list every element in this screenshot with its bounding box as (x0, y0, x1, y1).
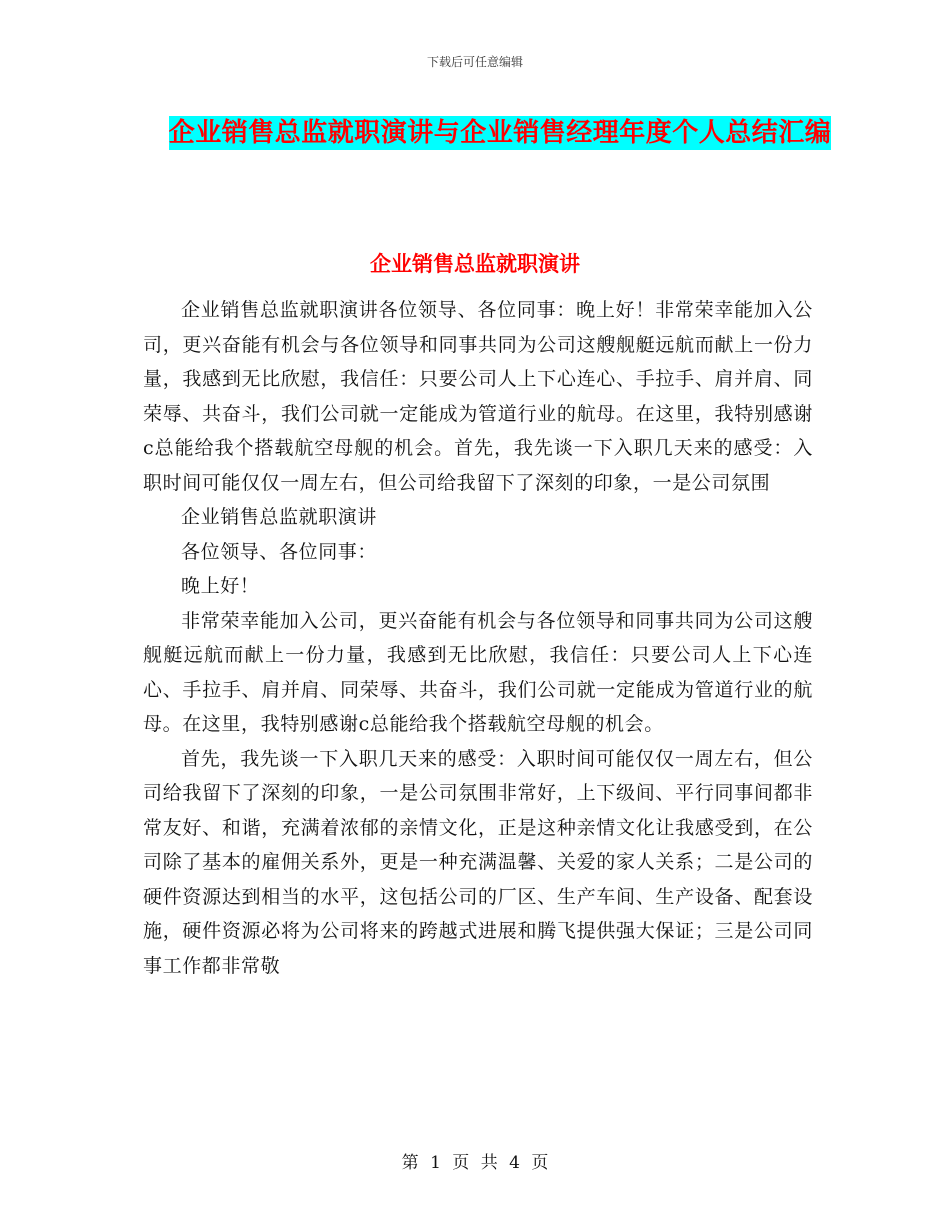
paragraph: 首先，我先谈一下入职几天来的感受：入职时间可能仅仅一周左右，但公司给我留下了深刻的印象，一是公司氛围非常好，上下级间、平行同事间都非常友好、和谐，充满着浓郁的亲情文化，正是这种亲情文化让我感受到，在公司除了基本的雇佣关系外，更是一种充满温馨、关爱的家人关系；二是公司的硬件资源达到相当的水平，这包括公司的厂区、生产车间、生产设备、配套设施，硬件资源必将为公司将来的跨越式进展和腾飞提供强大保证；三是公司同事工作都非常敬 (143, 747, 813, 977)
paragraph: 晚上好！ (181, 575, 260, 597)
body-text (143, 293, 813, 983)
paragraph: 企业销售总监就职演讲 (181, 506, 378, 528)
document-title-block (140, 108, 860, 161)
header-note: 下载后可任意编辑 (426, 55, 523, 69)
section-title: 企业销售总监就职演讲 (370, 251, 580, 276)
paragraph: 企业销售总监就职演讲各位领导、各位同事：晚上好！非常荣幸能加入公司，更兴奋能有机会与各位领导和同事共同为公司这艘舰艇远航而献上一份力量，我感到无比欣慰，我信任：只要公司人上下心连心、手拉手、肩并肩、同荣辱、共奋斗，我们公司就一定能成为管道行业的航母。在这里，我特别感谢c总能给我个搭载航空母舰的机会。首先，我先谈一下入职几天来的感受：入职时间可能仅仅一周左右，但公司给我留下了深刻的印象，一是公司氛围 (143, 299, 813, 494)
paragraph: 各位领导、各位同事： (181, 540, 378, 563)
paragraph: 非常荣幸能加入公司，更兴奋能有机会与各位领导和同事共同为公司这艘舰艇远航而献上一份力量，我感到无比欣慰，我信任：只要公司人上下心连心、手拉手、肩并肩、同荣辱、共奋斗，我们公司就一定能成为管道行业的航母。在这里，我特别感谢c总能给我个搭载航空母舰的机会。 (143, 609, 813, 735)
page-footer: 第 1 页 共 4 页 (401, 1153, 549, 1173)
document-title: 企业销售总监就职演讲与企业销售经理年度个人总结汇编 (168, 118, 832, 148)
